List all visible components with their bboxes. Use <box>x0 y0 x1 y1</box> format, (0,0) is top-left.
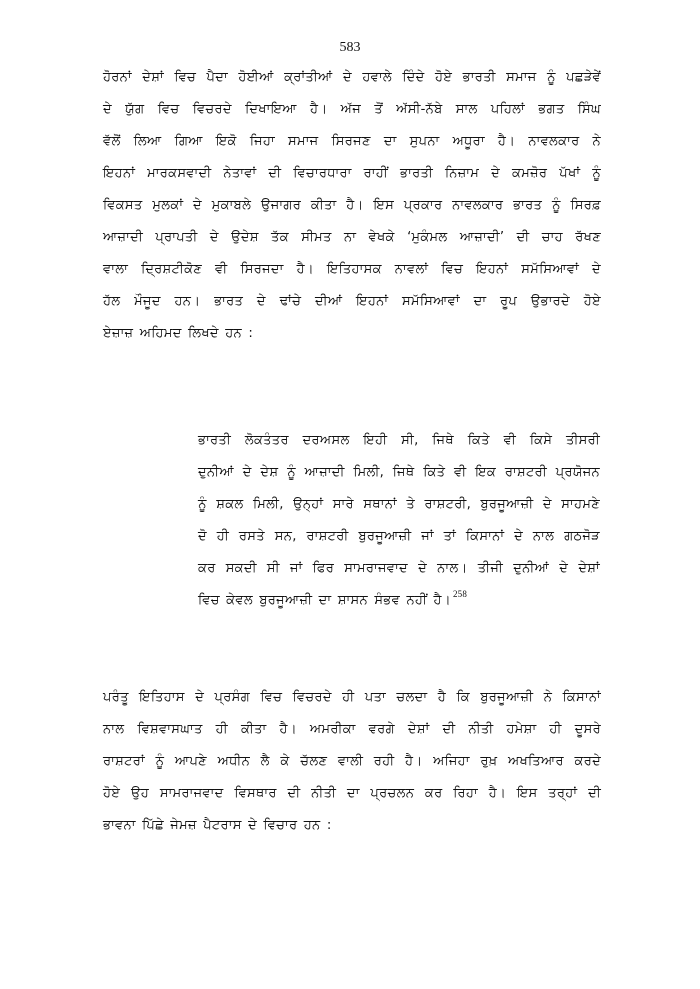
quote-line: ਦੋ ਹੀ ਰਸਤੇ ਸਨ, ਰਾਸ਼ਟਰੀ ਬੁਰਜੂਆਜ਼ੀ ਜਾਂ ਤਾਂ ਕਿਸਾਨਾਂ ਦੇ ਨਾਲ ਗਠਜੋੜ <box>198 529 600 544</box>
text-line: ਵੱਲੋਂ ਲਿਆ ਗਿਆ ਇਕੋ ਜਿਹਾ ਸਮਾਜ ਸਿਰਜਣ ਦਾ ਸੁਪਨਾ ਅਧੂਰਾ ਹੈ। ਨਾਵਲਕਾਰ ਨੇ <box>103 134 601 149</box>
text-line: ਪਰੰਤੂ ਇਤਿਹਾਸ ਦੇ ਪ੍ਰਸੰਗ ਵਿਚ ਵਿਚਰਦੇ ਹੀ ਪਤਾ ਚਲਦਾ ਹੈ ਕਿ ਬੁਰਜੂਆਜ਼ੀ ਨੇ ਕਿਸਾਨਾਂ <box>103 690 601 705</box>
text-line: ਰਾਸ਼ਟਰਾਂ ਨੂੰ ਆਪਣੇ ਅਧੀਨ ਲੈ ਕੇ ਚੱਲਣ ਵਾਲੀ ਰਹੀ ਹੈ। ਅਜਿਹਾ ਰੁਖ਼ ਅਖਤਿਆਰ ਕਰਦੇ <box>103 754 601 769</box>
quote-line: ਨੂੰ ਸ਼ਕਲ ਮਿਲੀ, ਉਨ੍ਹਾਂ ਸਾਰੇ ਸਥਾਨਾਂ ਤੇ ਰਾਸ਼ਟਰੀ, ਬੁਰਜੂਆਜ਼ੀ ਦੇ ਸਾਹਮਣੇ <box>198 497 600 512</box>
text-line: ਇਹਨਾਂ ਮਾਰਕਸਵਾਦੀ ਨੇਤਾਵਾਂ ਦੀ ਵਿਚਾਰਧਾਰਾ ਰਾਹੀਂ ਭਾਰਤੀ ਨਿਜ਼ਾਮ ਦੇ ਕਮਜ਼ੋਰ ਪੱਖਾਂ ਨੂੰ <box>103 166 601 181</box>
text-line: ਭਾਵਨਾ ਪਿੱਛੇ ਜੇਮਜ਼ ਪੈਟਰਾਸ ਦੇ ਵਿਚਾਰ ਹਨ : <box>103 818 332 833</box>
quote-line: ਕਰ ਸਕਦੀ ਸੀ ਜਾਂ ਫਿਰ ਸਾਮਰਾਜਵਾਦ ਦੇ ਨਾਲ। ਤੀਜੀ ਦੁਨੀਆਂ ਦੇ ਦੇਸ਼ਾਂ <box>198 561 600 576</box>
text-line: ਆਜ਼ਾਦੀ ਪ੍ਰਾਪਤੀ ਦੇ ਉਦੇਸ਼ ਤੱਕ ਸੀਮਤ ਨਾ ਵੇਖਕੇ ‘ਮੁਕੰਮਲ ਆਜ਼ਾਦੀ’ ਦੀ ਚਾਹ ਰੱਖਣ <box>103 230 601 245</box>
body-paragraph-2 <box>103 682 601 842</box>
quote-line: ਦੁਨੀਆਂ ਦੇ ਦੇਸ਼ ਨੂੰ ਆਜ਼ਾਦੀ ਮਿਲੀ, ਜਿਥੇ ਕਿਤੇ ਵੀ ਇਕ ਰਾਸ਼ਟਰੀ ਪ੍ਰਯੋਜਨ <box>198 465 600 480</box>
text-line: ਹੱਲ ਮੌਜੂਦ ਹਨ। ਭਾਰਤ ਦੇ ਢਾਂਚੇ ਦੀਆਂ ਇਹਨਾਂ ਸਮੱਸਿਆਵਾਂ ਦਾ ਰੂਪ ਉਭਾਰਦੇ ਹੋਏ <box>103 294 601 309</box>
text-line: ਹੋਏ ਉਹ ਸਾਮਰਾਜਵਾਦ ਵਿਸਥਾਰ ਦੀ ਨੀਤੀ ਦਾ ਪ੍ਰਚਲਨ ਕਰ ਰਿਹਾ ਹੈ। ਇਸ ਤਰ੍ਹਾਂ ਦੀ <box>103 786 601 801</box>
body-paragraph-1 <box>103 62 601 350</box>
quote-line: ਭਾਰਤੀ ਲੋਕਤੰਤਰ ਦਰਅਸਲ ਇਹੀ ਸੀ, ਜਿਥੇ ਕਿਤੇ ਵੀ ਕਿਸੇ ਤੀਸਰੀ <box>198 433 600 448</box>
page-number: 583 <box>339 40 361 55</box>
block-quote <box>198 425 600 617</box>
text-line: ਨਾਲ ਵਿਸ਼ਵਾਸਘਾਤ ਹੀ ਕੀਤਾ ਹੈ। ਅਮਰੀਕਾ ਵਰਗੇ ਦੇਸ਼ਾਂ ਦੀ ਨੀਤੀ ਹਮੇਸ਼ਾ ਹੀ ਦੂਸਰੇ <box>103 722 601 737</box>
text-line: ਵਿਕਸਤ ਮੁਲਕਾਂ ਦੇ ਮੁਕਾਬਲੇ ਉਜਾਗਰ ਕੀਤਾ ਹੈ। ਇਸ ਪ੍ਰਕਾਰ ਨਾਵਲਕਾਰ ਭਾਰਤ ਨੂੰ ਸਿਰਫ਼ <box>103 198 601 213</box>
quote-last-line <box>198 585 600 617</box>
text-line: ਹੋਰਨਾਂ ਦੇਸ਼ਾਂ ਵਿਚ ਪੈਦਾ ਹੋਈਆਂ ਕ੍ਰਾਂਤੀਆਂ ਦੇ ਹਵਾਲੇ ਦਿੰਦੇ ਹੋਏ ਭਾਰਤੀ ਸਮਾਜ ਨੂੰ ਪਛੜੇਵੇਂ <box>103 70 601 85</box>
footnote-reference[interactable]: 258 <box>452 589 468 599</box>
text-line: ਏਜ਼ਾਜ਼ ਅਹਿਮਦ ਲਿਖਦੇ ਹਨ : <box>103 326 254 341</box>
text-line: ਵਾਲਾ ਦ੍ਰਿਸ਼ਟੀਕੋਣ ਵੀ ਸਿਰਜਦਾ ਹੈ। ਇਤਿਹਾਸਕ ਨਾਵਲਾਂ ਵਿਚ ਇਹਨਾਂ ਸਮੱਸਿਆਵਾਂ ਦੇ <box>103 262 601 277</box>
text-line: ਦੇ ਯੁੱਗ ਵਿਚ ਵਿਚਰਦੇ ਦਿਖਾਇਆ ਹੈ। ਅੱਜ ਤੋਂ ਅੱਸੀ-ਨੱਬੇ ਸਾਲ ਪਹਿਲਾਂ ਭਗਤ ਸਿੰਘ <box>103 102 601 117</box>
quote-line-text: ਵਿਚ ਕੇਵਲ ਬੁਰਜੂਆਜ਼ੀ ਦਾ ਸ਼ਾਸਨ ਸੰਭਵ ਨਹੀਂ ਹੈ। <box>198 593 451 608</box>
